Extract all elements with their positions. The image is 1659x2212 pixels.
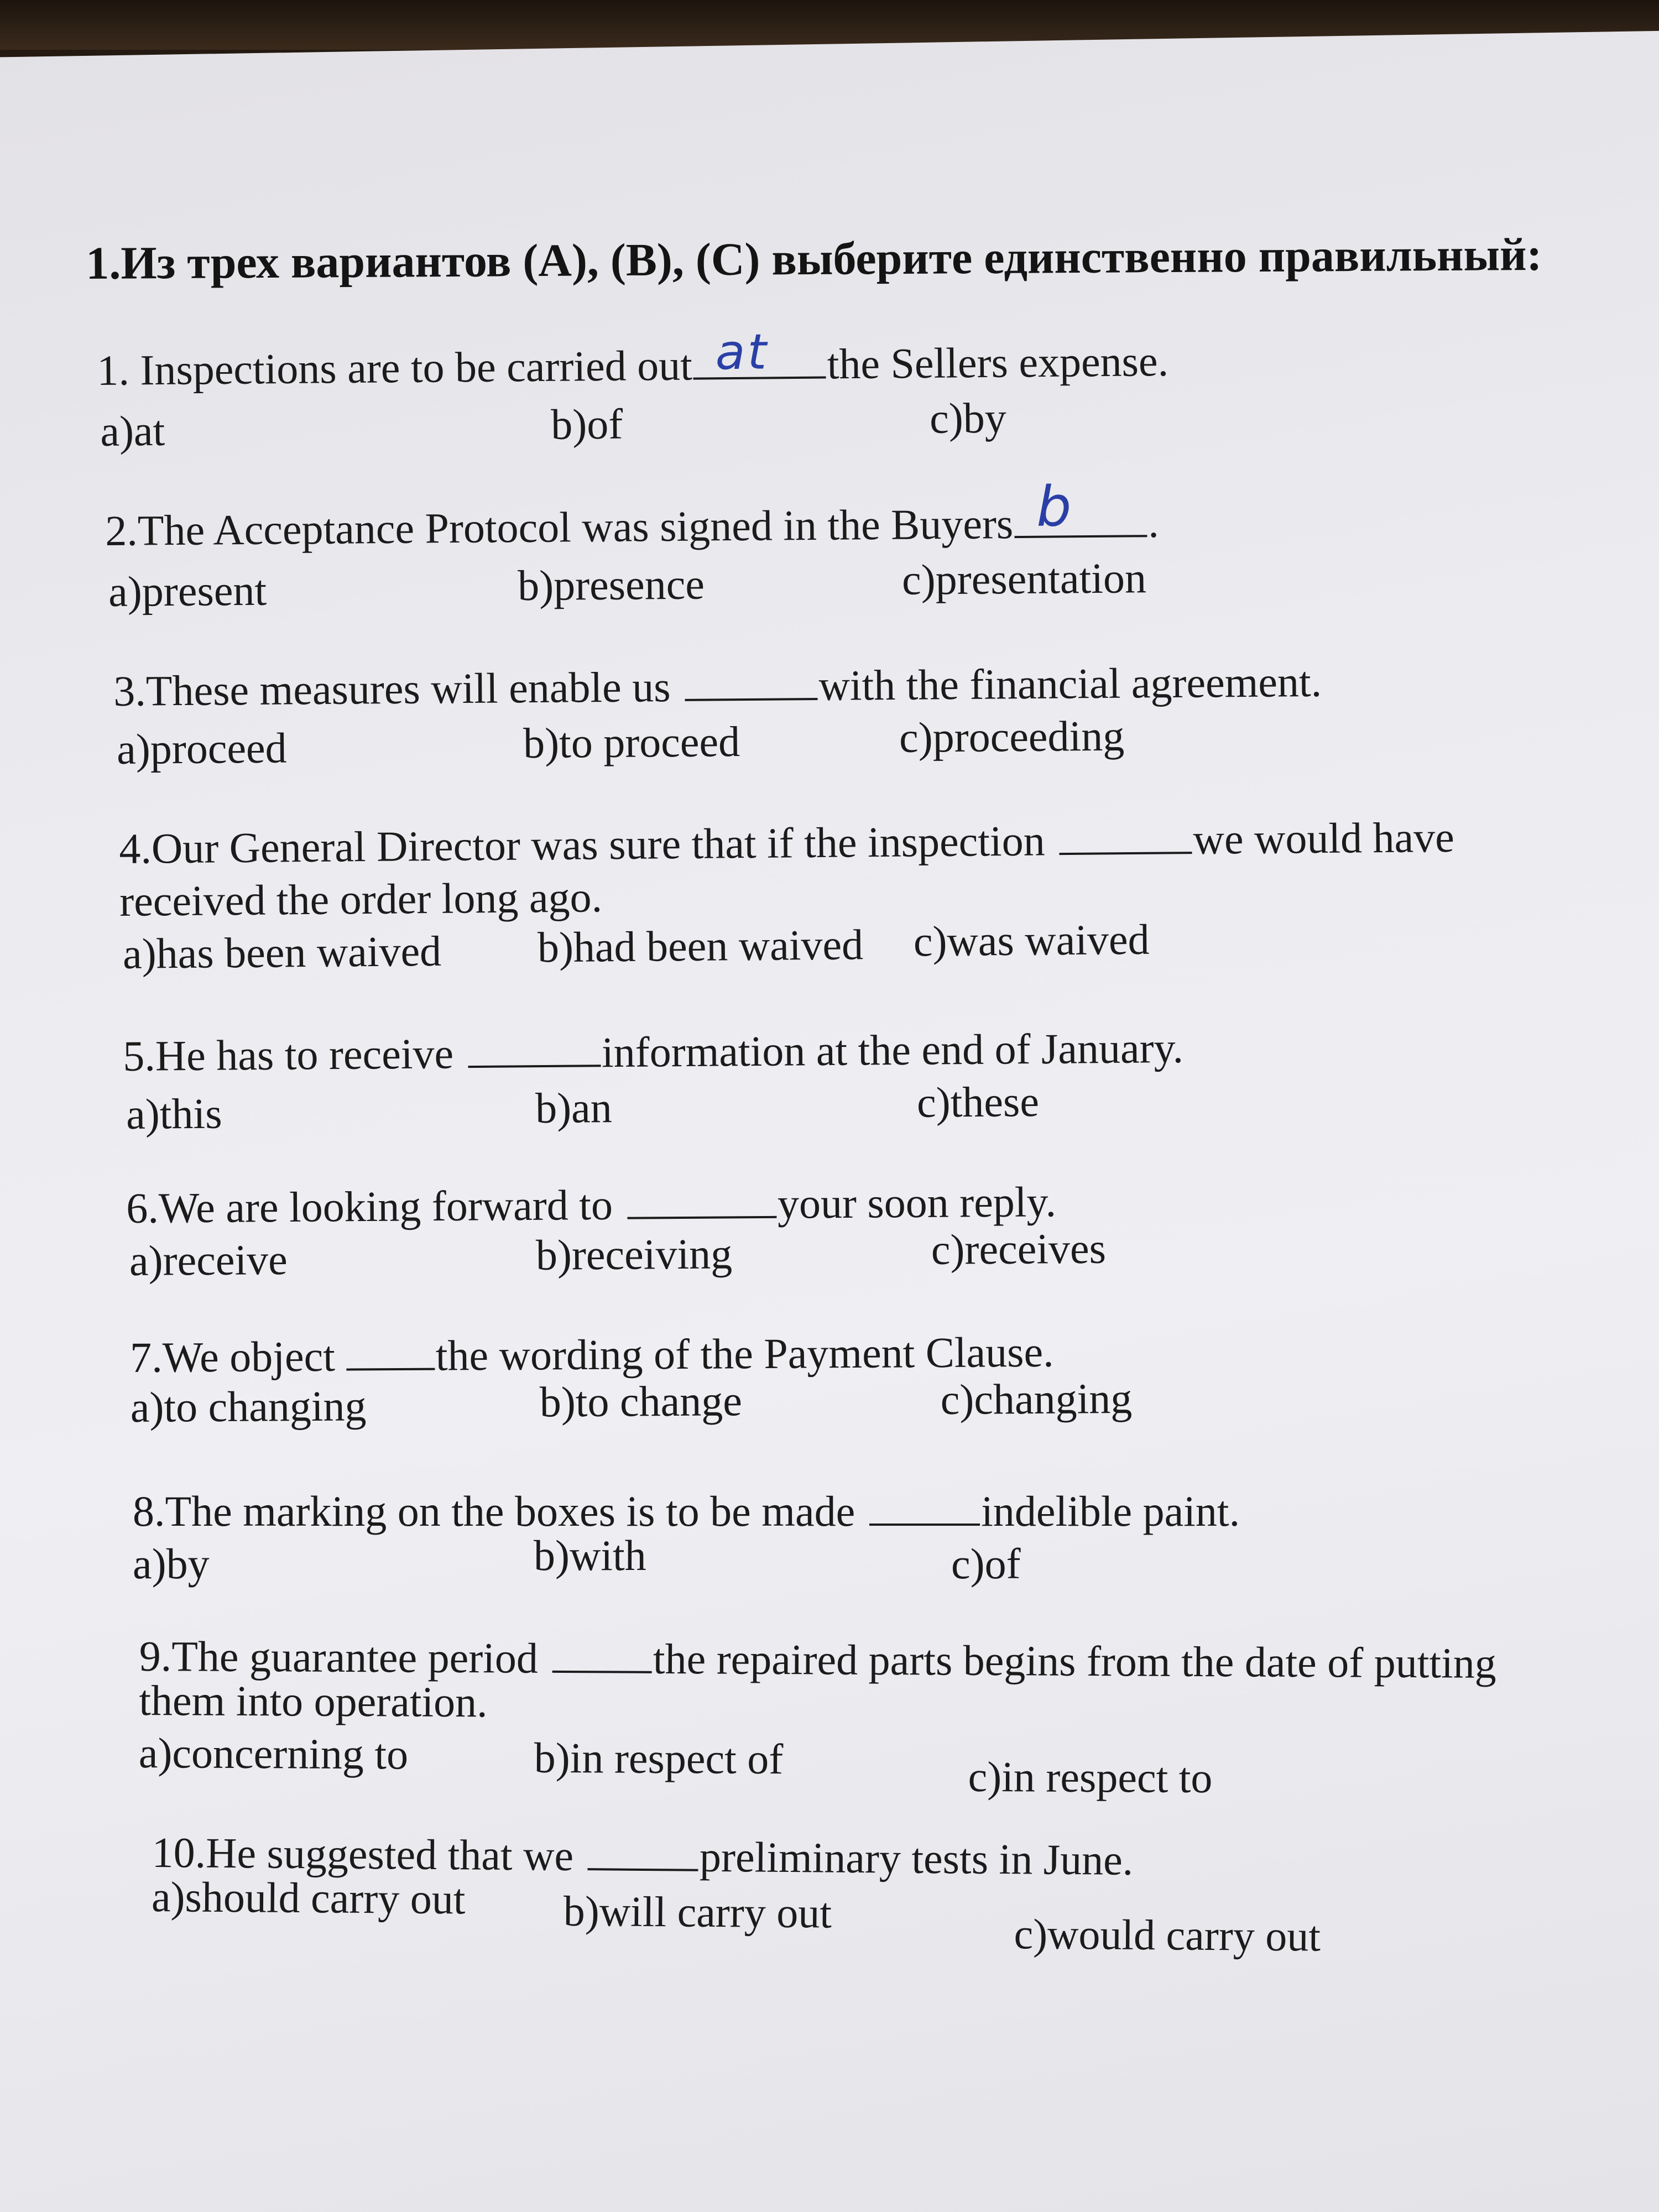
option-b[interactable]: b)will carry out — [563, 1886, 832, 1937]
question-text-after: . — [1147, 498, 1160, 547]
option-c[interactable]: c)these — [916, 1077, 1040, 1126]
option-b[interactable]: b)of — [550, 399, 623, 448]
answer-blank[interactable] — [685, 661, 818, 701]
option-c[interactable]: c)by — [929, 393, 1007, 442]
option-b[interactable]: b)with — [534, 1531, 646, 1579]
question-9 — [138, 1631, 1659, 1828]
question-text-after: the repaired parts begins from the date of putting — [653, 1634, 1496, 1687]
option-b[interactable]: b)to change — [539, 1376, 743, 1426]
option-c[interactable]: c)in respect to — [968, 1752, 1213, 1802]
answer-blank[interactable] — [588, 1832, 699, 1871]
option-a[interactable]: a)should carry out — [151, 1872, 466, 1923]
task-title: 1.Из трех вариантов (A), (B), (C) выберите единственно правильный: — [86, 228, 1542, 289]
option-c[interactable]: c)receives — [931, 1224, 1107, 1274]
option-c[interactable]: c)proceeding — [899, 711, 1125, 761]
answer-blank[interactable] — [1059, 815, 1192, 855]
answer-blank[interactable] — [346, 1332, 435, 1371]
answer-blank[interactable] — [693, 323, 826, 381]
question-text: 4.Our General Director was sure that if the inspection — [119, 816, 1045, 873]
option-c[interactable]: c)changing — [940, 1374, 1133, 1424]
question-1 — [97, 323, 1635, 489]
question-text-after: we would have — [1193, 812, 1455, 864]
question-text: 9.The guarantee period — [139, 1632, 539, 1682]
question-text: 2.The Acceptance Protocol was signed in the Buyers — [105, 499, 1014, 555]
question-text: 10.He suggested that we — [152, 1828, 574, 1880]
option-b[interactable]: b)in respect of — [534, 1733, 784, 1783]
question-6 — [126, 1173, 1659, 1327]
option-c[interactable]: c)presentation — [901, 554, 1147, 604]
question-text-after: the wording of the Payment Clause. — [435, 1327, 1054, 1380]
question-7 — [130, 1323, 1659, 1477]
handwritten-answer: b — [1036, 474, 1074, 539]
question-text: 1. Inspections are to be carried out — [97, 341, 693, 394]
answer-blank[interactable] — [869, 1487, 980, 1526]
question-5 — [123, 1019, 1659, 1175]
question-3 — [113, 654, 1652, 810]
question-4 — [119, 811, 1658, 1012]
option-a[interactable]: a)this — [126, 1089, 222, 1138]
option-a[interactable]: a)to changing — [130, 1381, 367, 1431]
answer-blank[interactable] — [1014, 474, 1147, 539]
answer-blank[interactable] — [468, 1028, 601, 1068]
option-a[interactable]: a)has been waived — [122, 926, 442, 978]
answer-blank[interactable] — [627, 1180, 776, 1219]
question-text: 3.These measures will enable us — [113, 662, 671, 715]
question-text: 6.We are looking forward to — [126, 1180, 613, 1232]
option-a[interactable]: a)concerning to — [138, 1728, 409, 1778]
option-c[interactable]: c)was waived — [913, 915, 1150, 966]
option-b[interactable]: b)had been waived — [537, 920, 864, 972]
option-b[interactable]: b)an — [535, 1083, 613, 1133]
option-a[interactable]: a)by — [133, 1540, 210, 1588]
question-text-line2: them into operation. — [139, 1676, 488, 1726]
option-b[interactable]: b)presence — [517, 560, 705, 610]
option-a[interactable]: a)receive — [129, 1235, 288, 1285]
question-text-after: preliminary tests in June. — [699, 1832, 1134, 1884]
question-2 — [105, 474, 1644, 650]
answer-blank[interactable] — [552, 1634, 652, 1673]
question-text-after: with the financial agreement. — [818, 657, 1322, 709]
handwritten-answer: at — [715, 323, 769, 381]
question-8 — [133, 1486, 1659, 1630]
question-10 — [151, 1828, 1659, 1984]
option-c[interactable]: c)would carry out — [1014, 1910, 1321, 1960]
question-text: 8.The marking on the boxes is to be made — [133, 1487, 855, 1535]
question-text-after: the Sellers expense. — [827, 337, 1169, 388]
question-text: 7.We object — [130, 1332, 336, 1381]
question-text-line2: received the order long ago. — [119, 873, 603, 925]
option-c[interactable]: c)of — [951, 1540, 1021, 1588]
question-text-after: indelible paint. — [981, 1487, 1240, 1535]
question-text: 5.He has to receive — [123, 1029, 454, 1080]
question-text-after: information at the end of January. — [601, 1023, 1184, 1077]
option-b[interactable]: b)to proceed — [523, 717, 740, 768]
option-a[interactable]: a)present — [108, 566, 267, 615]
option-a[interactable]: a)at — [100, 406, 165, 455]
option-b[interactable]: b)receiving — [535, 1229, 733, 1279]
option-a[interactable]: a)proceed — [116, 723, 287, 773]
question-text-after: your soon reply. — [777, 1177, 1057, 1228]
